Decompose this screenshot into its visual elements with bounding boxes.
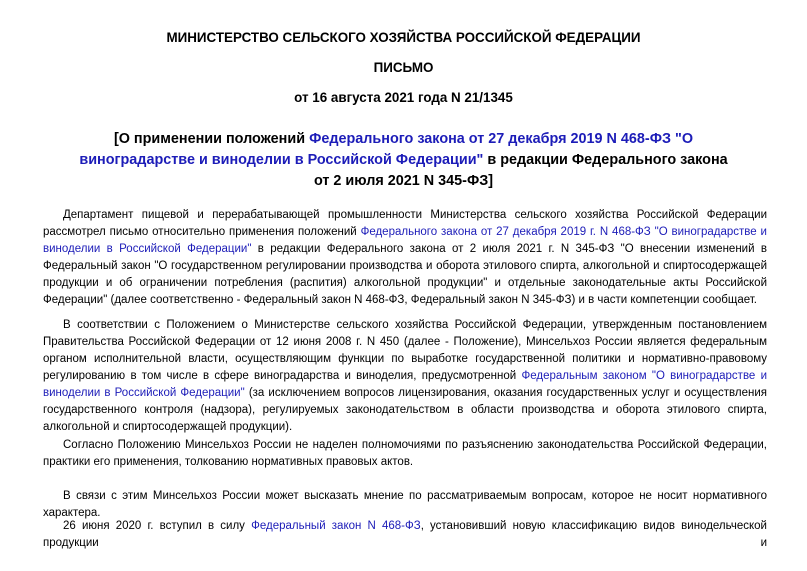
paragraph-2-law-link[interactable]: Федеральным законом "О виноградарстве и виноделии в Российской Федерации" xyxy=(43,370,767,399)
paragraph-2-text-a: В соответствии с Положением о Министерстве сельского хозяйства Российской Федерации, утвержденным постановлением Правительства Российской Федерации от 12 июня 2008 г. N 450 (далее - Положение), Минсельхоз России является федеральным органом исполнительной власти, осуществляющим функции по выработке государственной политики и нормативно-правовому регулированию в том числе в сфере виноградарства и виноделия, предусмотренной xyxy=(43,319,767,382)
subject-prefix: [О применении положений xyxy=(113,131,310,147)
paragraph-5-law-link[interactable]: Федеральный закон N 468-ФЗ xyxy=(251,520,421,532)
paragraph-1-text-a: Департамент пищевой и перерабатывающей промышленности Министерства сельского хозяйства Российской Федерации рассмотрел письмо относительно применения положений xyxy=(43,209,767,238)
paragraph-2-text-b: (за исключением вопросов лицензирования, оказания государственных услуг и осуществления государственного контроля (надзора), регулируемых законодательством в области производства и оборота этилового спирта, алкогольной и спиртосодержащей продукции). xyxy=(43,387,767,433)
paragraph-2 xyxy=(43,317,767,436)
document-date-number: от 16 августа 2021 года N 21/1345 xyxy=(294,90,513,105)
document-type: ПИСЬМО xyxy=(373,60,434,75)
paragraph-5 xyxy=(43,518,767,569)
paragraph-1-text-b: в редакции Федерального закона от 2 июля 2021 г. N 345-ФЗ "О внесении изменений в Федеральный закон "О государственном регулировании производства и оборота этилового спирта, алкогольной и спиртосодержащей продукции и об ограничении потребления (распития) алкогольной продукции" и отдельные законодательные акты Российской Федерации" (далее соответственно - Федеральный закон N 468-ФЗ, Федеральный закон N 345-ФЗ) и в части компетенции сообщает. xyxy=(43,243,767,306)
paragraph-5-text-a: 26 июня 2020 г. вступил в силу xyxy=(63,520,252,532)
ministry-heading: МИНИСТЕРСТВО СЕЛЬСКОГО ХОЗЯЙСТВА РОССИЙСКОЙ ФЕДЕРАЦИИ xyxy=(166,30,641,45)
paragraph-4: В связи с этим Минсельхоз России может высказать мнение по рассматриваемым вопросам, которое не носит нормативного характера. xyxy=(43,490,767,519)
paragraph-1 xyxy=(43,207,767,309)
subject-suffix: в редакции Федерального закона от 2 июля 2021 N 345-ФЗ] xyxy=(313,152,728,189)
document-subject xyxy=(70,129,737,192)
paragraph-5-text-b: , установивший новую классификацию видов винодельческой продукции и xyxy=(43,520,767,549)
paragraph-3: Согласно Положению Минсельхоз России не наделен полномочиями по разъяснению законодательства Российской Федерации, практики его применения, толкованию нормативных правовых актов. xyxy=(43,439,767,468)
law-468-link[interactable]: Федерального закона от 27 декабря 2019 N 468-ФЗ "О виноградарстве и виноделии в Российской Федерации" xyxy=(79,131,694,168)
paragraph-1-law-link[interactable]: Федерального закона от 27 декабря 2019 г. N 468-ФЗ "О виноградарстве и виноделии в Российской Федерации" xyxy=(43,226,767,255)
